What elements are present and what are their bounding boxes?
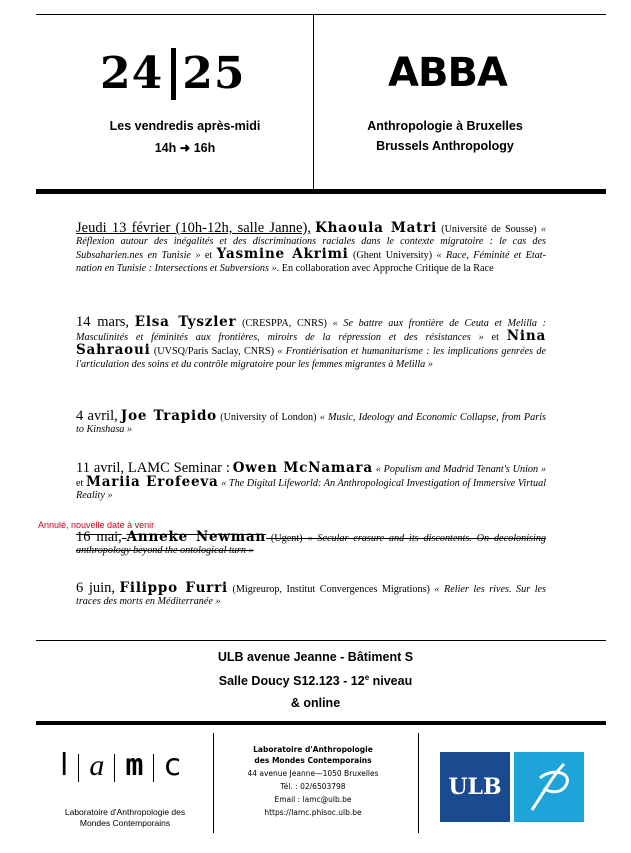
event-item: 4 avril, Joe Trapido (University of London) « Music, Ideology and Economic Collapse, from Paris to Kinshasa »	[76, 408, 547, 436]
lamc-logo	[60, 748, 191, 783]
lab-address: Laboratoire d'Anthropologie des Mondes Contemporains 44 avenue Jeanne—1050 Bruxelles Tél. : 02/6503798 Email : lamc@ulb.be https://lamc.phisoc.ulb.be	[228, 745, 398, 819]
venue-bottom-rule	[36, 721, 606, 725]
event-item-cancelled: 16 mai, Anneke Newman (Ugent) « Secular erasure and its discontents. On decolonising anthropology beyond the ontological turn »	[76, 529, 547, 557]
lamc-letter: m	[125, 748, 144, 783]
lab-phone: Tél. : 02/6503798	[280, 782, 346, 791]
academic-year: 24 25	[100, 48, 246, 99]
subtitle-en: Brussels Anthropology	[376, 139, 514, 153]
event-item: Jeudi 13 février (10h-12h, salle Janne), Khaoula Matri (Université de Sousse) « Réflexion autour des inégalités et des discriminations raciales dans le contexte migratoire : le cas des Subsaharien.nes en Tunisie » et Yasmine Akrimi (Ghent University) « Race, Féminité et Etat-nation en Tunisie : Intersections et Subversions ». En collaboration avec Approche Critique de la Race	[76, 220, 547, 274]
header-bottom-rule	[36, 189, 606, 194]
header-divider	[313, 14, 314, 190]
abba-logo: ABBA	[388, 50, 507, 96]
ulb-emblem	[514, 752, 584, 822]
event-item: 6 juin, Filippo Furri (Migreurop, Institut Convergences Migrations) « Relier les rives. Sur les traces des morts en Méditerranée »	[76, 580, 547, 608]
lamc-letter: c	[164, 748, 181, 783]
subtitle-fr: Anthropologie à Bruxelles	[367, 119, 523, 133]
lab-email[interactable]: Email : lamc@ulb.be	[274, 795, 352, 804]
venue-top-rule	[36, 640, 606, 641]
venue-online: & online	[290, 696, 341, 710]
lamc-letter: l	[60, 748, 69, 783]
venue-building: ULB avenue Jeanne - Bâtiment S	[217, 650, 414, 664]
footer-divider-right	[418, 733, 419, 833]
event-item: 11 avril, LAMC Seminar : Owen McNamara « Populism and Madrid Tenant's Union » et Mariia Erofeeva « The Digital Lifeworld: An Anthropological Investigation of Immersive Virtual Reality »	[76, 460, 547, 502]
lamc-caption: Laboratoire d'Anthropologie des Mondes Contemporains	[64, 807, 186, 828]
lab-website-link[interactable]: https://lamc.phisoc.ulb.be	[264, 808, 362, 817]
schedule-hours: 14h ➜ 16h	[154, 141, 216, 155]
schedule-days: Les vendredis après-midi	[109, 119, 261, 133]
event-item: 14 mars, Elsa Tyszler (CRESPPA, CNRS) « Se battre aux frontière de Ceuta et Melilla : Masculinités et féminités aux frontières, miroirs de la répression et des résistances » et Nina Sahraoui (UVSQ/Paris Saclay, CNRS) « Frontiérisation et humanitarisme : les implications genrées de l'articulation des soins et du contrôle migratoire pour les femmes migrantes à Melilla »	[76, 314, 547, 370]
footer-divider-left	[213, 733, 214, 833]
ulb-logo: ULB	[440, 752, 510, 822]
venue-room: Salle Doucy S12.123 - 12e niveau	[218, 673, 413, 689]
cancel-note: Annulé, nouvelle date à venir	[38, 520, 155, 530]
lamc-letter: a	[89, 749, 105, 782]
top-rule	[36, 14, 606, 15]
ulb-emblem-icon	[514, 752, 584, 822]
arrow-icon: ➜	[179, 141, 191, 155]
